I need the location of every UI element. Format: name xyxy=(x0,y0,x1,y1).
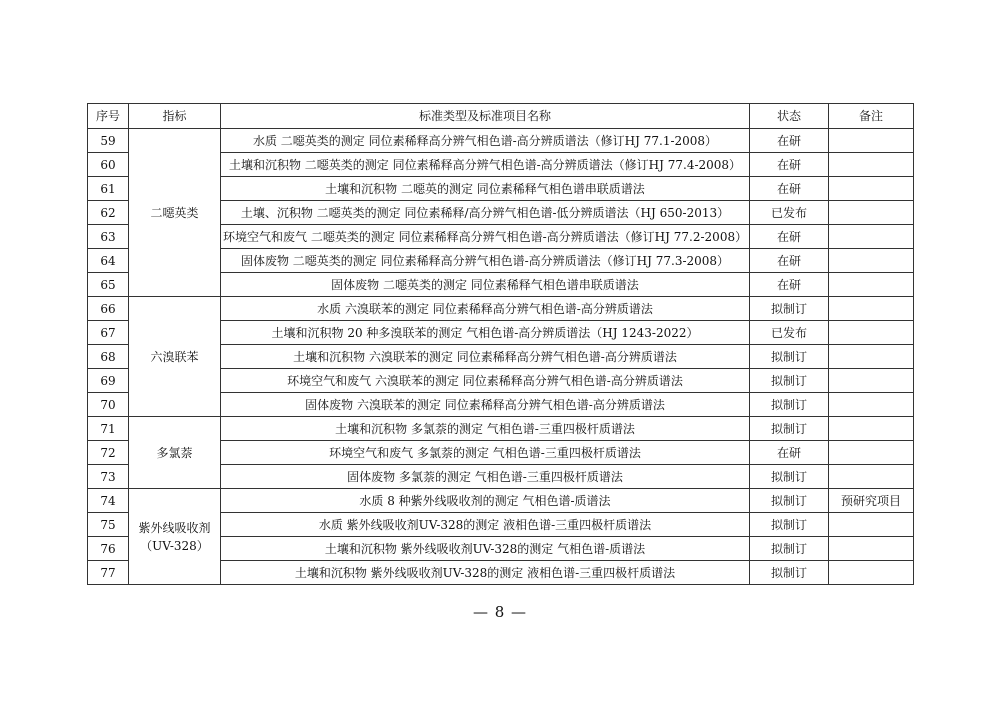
status-cell: 在研 xyxy=(750,225,829,249)
status-cell: 在研 xyxy=(750,441,829,465)
header-indicator: 指标 xyxy=(129,104,221,129)
note-cell xyxy=(829,177,914,201)
note-cell xyxy=(829,297,914,321)
standard-name-cell: 水质 8 种紫外线吸收剂的测定 气相色谱-质谱法 xyxy=(221,489,750,513)
row-number: 70 xyxy=(88,393,129,417)
status-cell: 在研 xyxy=(750,177,829,201)
standard-name-cell: 水质 二噁英类的测定 同位素稀释高分辨气相色谱-高分辨质谱法（修订HJ 77.1-2008） xyxy=(221,129,750,153)
row-number: 66 xyxy=(88,297,129,321)
status-cell: 拟制订 xyxy=(750,297,829,321)
standard-name-cell: 固体废物 二噁英类的测定 同位素稀释气相色谱串联质谱法 xyxy=(221,273,750,297)
note-cell xyxy=(829,345,914,369)
row-number: 65 xyxy=(88,273,129,297)
status-cell: 拟制订 xyxy=(750,369,829,393)
status-cell: 在研 xyxy=(750,153,829,177)
row-number: 60 xyxy=(88,153,129,177)
standard-name-cell: 环境空气和废气 二噁英类的测定 同位素稀释高分辨气相色谱-高分辨质谱法（修订HJ 77.2-2008） xyxy=(221,225,750,249)
standard-name-cell: 土壤和沉积物 紫外线吸收剂UV-328的测定 液相色谱-三重四极杆质谱法 xyxy=(221,561,750,585)
status-cell: 拟制订 xyxy=(750,465,829,489)
status-cell: 在研 xyxy=(750,249,829,273)
standard-name-cell: 土壤和沉积物 多氯萘的测定 气相色谱-三重四极杆质谱法 xyxy=(221,417,750,441)
status-cell: 拟制订 xyxy=(750,513,829,537)
standard-name-cell: 土壤和沉积物 20 种多溴联苯的测定 气相色谱-高分辨质谱法（HJ 1243-2022） xyxy=(221,321,750,345)
note-cell xyxy=(829,369,914,393)
standard-name-cell: 土壤、沉积物 二噁英类的测定 同位素稀释/高分辨气相色谱-低分辨质谱法（HJ 650-2013） xyxy=(221,201,750,225)
standard-name-cell: 固体废物 六溴联苯的测定 同位素稀释高分辨气相色谱-高分辨质谱法 xyxy=(221,393,750,417)
note-cell xyxy=(829,273,914,297)
status-cell: 在研 xyxy=(750,273,829,297)
note-cell: 预研究项目 xyxy=(829,489,914,513)
table-body xyxy=(88,129,914,585)
note-cell xyxy=(829,393,914,417)
row-number: 69 xyxy=(88,369,129,393)
note-cell xyxy=(829,441,914,465)
indicator-cell: 多氯萘 xyxy=(129,417,221,489)
note-cell xyxy=(829,513,914,537)
status-cell: 在研 xyxy=(750,129,829,153)
standard-name-cell: 土壤和沉积物 六溴联苯的测定 同位素稀释高分辨气相色谱-高分辨质谱法 xyxy=(221,345,750,369)
indicator-cell: 六溴联苯 xyxy=(129,297,221,417)
table-row xyxy=(88,417,914,441)
note-cell xyxy=(829,201,914,225)
status-cell: 拟制订 xyxy=(750,489,829,513)
header-standard-name: 标准类型及标准项目名称 xyxy=(221,104,750,129)
table-row xyxy=(88,297,914,321)
standard-name-cell: 土壤和沉积物 紫外线吸收剂UV-328的测定 气相色谱-质谱法 xyxy=(221,537,750,561)
row-number: 71 xyxy=(88,417,129,441)
table-row xyxy=(88,129,914,153)
row-number: 67 xyxy=(88,321,129,345)
note-cell xyxy=(829,561,914,585)
note-cell xyxy=(829,465,914,489)
standard-name-cell: 固体废物 二噁英类的测定 同位素稀释高分辨气相色谱-高分辨质谱法（修订HJ 77.3-2008） xyxy=(221,249,750,273)
standard-name-cell: 环境空气和废气 多氯萘的测定 气相色谱-三重四极杆质谱法 xyxy=(221,441,750,465)
standard-name-cell: 土壤和沉积物 二噁英的测定 同位素稀释气相色谱串联质谱法 xyxy=(221,177,750,201)
indicator-cell: 紫外线吸收剂 （UV-328） xyxy=(129,489,221,585)
row-number: 63 xyxy=(88,225,129,249)
standard-name-cell: 环境空气和废气 六溴联苯的测定 同位素稀释高分辨气相色谱-高分辨质谱法 xyxy=(221,369,750,393)
status-cell: 拟制订 xyxy=(750,537,829,561)
row-number: 76 xyxy=(88,537,129,561)
row-number: 77 xyxy=(88,561,129,585)
status-cell: 拟制订 xyxy=(750,345,829,369)
row-number: 73 xyxy=(88,465,129,489)
standards-table xyxy=(87,103,914,585)
status-cell: 拟制订 xyxy=(750,417,829,441)
note-cell xyxy=(829,321,914,345)
status-cell: 拟制订 xyxy=(750,393,829,417)
note-cell xyxy=(829,129,914,153)
row-number: 61 xyxy=(88,177,129,201)
row-number: 68 xyxy=(88,345,129,369)
standard-name-cell: 土壤和沉积物 二噁英类的测定 同位素稀释高分辨气相色谱-高分辨质谱法（修订HJ 77.4-2008） xyxy=(221,153,750,177)
row-number: 62 xyxy=(88,201,129,225)
table-header-row xyxy=(88,104,914,129)
standard-name-cell: 水质 紫外线吸收剂UV-328的测定 液相色谱-三重四极杆质谱法 xyxy=(221,513,750,537)
row-number: 64 xyxy=(88,249,129,273)
header-status: 状态 xyxy=(750,104,829,129)
note-cell xyxy=(829,225,914,249)
note-cell xyxy=(829,153,914,177)
note-cell xyxy=(829,249,914,273)
page-number: — 8 — xyxy=(472,603,528,621)
note-cell xyxy=(829,417,914,441)
header-note: 备注 xyxy=(829,104,914,129)
status-cell: 拟制订 xyxy=(750,561,829,585)
status-cell: 已发布 xyxy=(750,201,829,225)
row-number: 59 xyxy=(88,129,129,153)
row-number: 74 xyxy=(88,489,129,513)
note-cell xyxy=(829,537,914,561)
header-no: 序号 xyxy=(88,104,129,129)
row-number: 75 xyxy=(88,513,129,537)
standard-name-cell: 固体废物 多氯萘的测定 气相色谱-三重四极杆质谱法 xyxy=(221,465,750,489)
standard-name-cell: 水质 六溴联苯的测定 同位素稀释高分辨气相色谱-高分辨质谱法 xyxy=(221,297,750,321)
indicator-cell: 二噁英类 xyxy=(129,129,221,297)
table-row xyxy=(88,489,914,513)
row-number: 72 xyxy=(88,441,129,465)
status-cell: 已发布 xyxy=(750,321,829,345)
